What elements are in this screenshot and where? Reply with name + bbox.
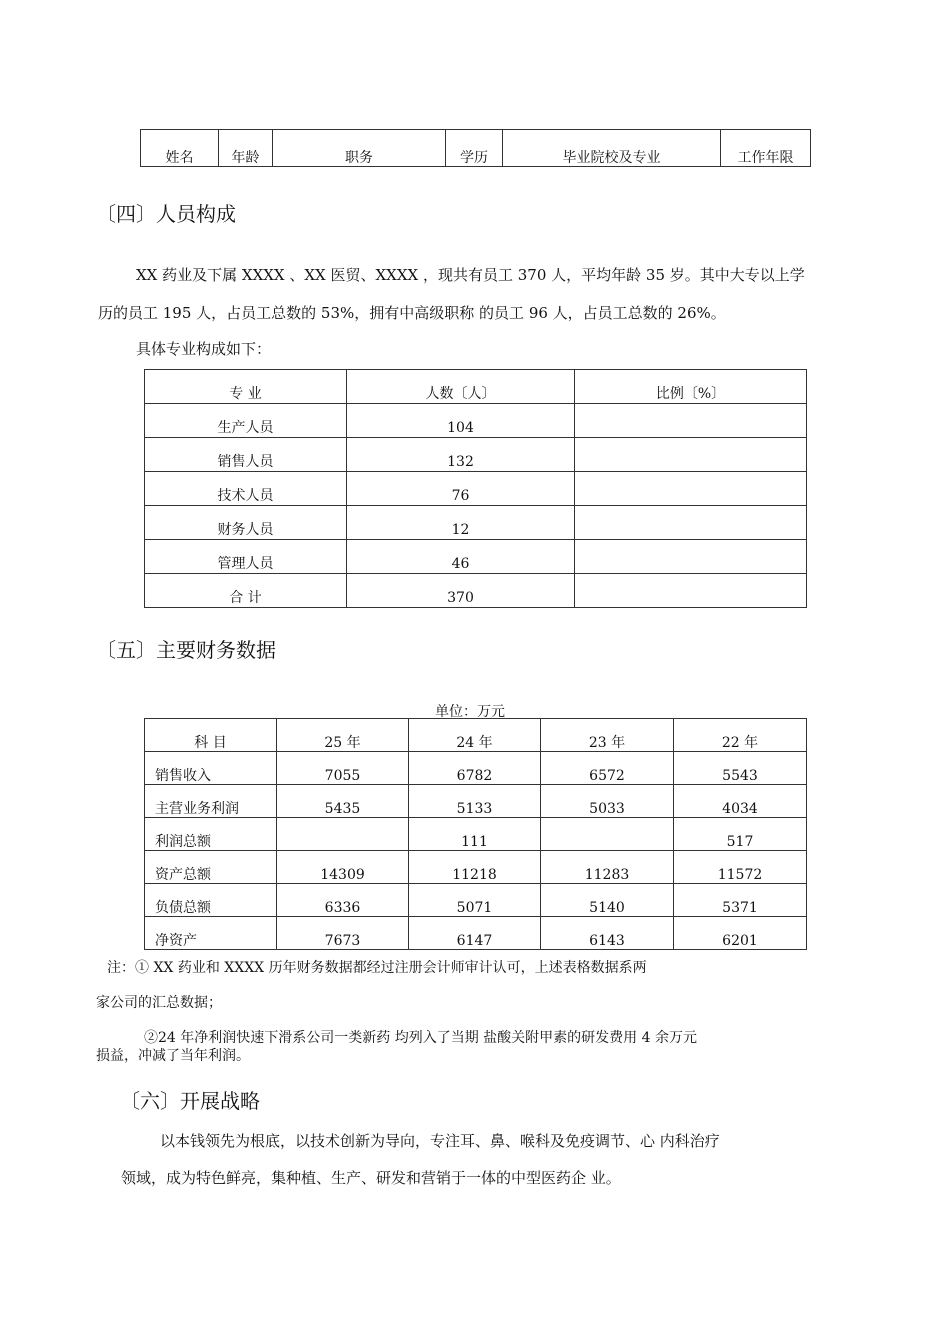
table-cell: 销售人员 [145,438,347,472]
table-row [145,370,807,404]
table-cell: 合 计 [145,574,347,608]
table-cell [575,472,807,506]
table-cell: 财务人员 [145,506,347,540]
header-cell: 比例〔%〕 [575,370,807,404]
table-cell: 11218 [409,851,541,884]
table-row [145,719,807,752]
profession-table [144,369,807,608]
header-cell: 人数〔人〕 [347,370,575,404]
header-cell: 毕业院校及专业 [503,130,721,167]
finance-table [144,718,807,950]
table-cell: 5133 [409,785,541,818]
table-cell [575,438,807,472]
table-cell: 7673 [277,917,409,950]
section-heading: 〔四〕人员构成 [96,202,236,226]
table-row [145,404,807,438]
table-row [145,506,807,540]
table-cell: 46 [347,540,575,574]
table-cell: 技术人员 [145,472,347,506]
table-cell: 5371 [674,884,807,917]
table-cell: 5033 [541,785,674,818]
table-cell: 11283 [541,851,674,884]
table-cell: 132 [347,438,575,472]
table-cell: 6147 [409,917,541,950]
note-line: 损益，冲减了当年利润。 [96,1048,250,1064]
section-heading: 〔五〕主要财务数据 [96,638,276,662]
note-line: ②24 年净利润快速下滑系公司一类新药 均列入了当期 盐酸关附甲素的研发费用 4 余万元 [144,1030,697,1046]
table-cell: 517 [674,818,807,851]
table-cell: 管理人员 [145,540,347,574]
header-cell: 23 年 [541,719,674,752]
table-row [145,818,807,851]
table-cell: 111 [409,818,541,851]
header-cell: 工作年限 [721,130,811,167]
table-row [145,785,807,818]
table-cell: 76 [347,472,575,506]
table-cell: 5543 [674,752,807,785]
table-cell: 6782 [409,752,541,785]
header-cell: 22 年 [674,719,807,752]
table-cell: 4034 [674,785,807,818]
paragraph-line: 领域，成为特色鲜亮，集种植、生产、研发和营销于一体的中型医药企 业。 [121,1169,621,1187]
header-cell: 24 年 [409,719,541,752]
row-label: 资产总额 [145,851,277,884]
table-cell: 5140 [541,884,674,917]
table-cell: 6143 [541,917,674,950]
table-row [145,472,807,506]
header-cell: 25 年 [277,719,409,752]
staff-table [140,129,811,167]
table-cell: 14309 [277,851,409,884]
table-cell: 104 [347,404,575,438]
table-row [145,917,807,950]
table-cell: 6201 [674,917,807,950]
table-cell [575,540,807,574]
table-cell: 11572 [674,851,807,884]
table-row [145,574,807,608]
table-cell: 6336 [277,884,409,917]
row-label: 负债总额 [145,884,277,917]
table-row [145,851,807,884]
table-row [145,884,807,917]
row-label: 主营业务利润 [145,785,277,818]
table-cell: 7055 [277,752,409,785]
paragraph-line: 历的员工 195 人，占员工总数的 53%，拥有中高级职称 的员工 96 人，占员工总数的 26%。 [98,304,726,322]
table-cell [575,506,807,540]
header-cell: 学历 [446,130,503,167]
header-cell: 科 目 [145,719,277,752]
header-cell: 姓名 [141,130,219,167]
header-cell: 专 业 [145,370,347,404]
table-row [141,130,811,167]
header-cell: 职务 [273,130,446,167]
table-cell: 370 [347,574,575,608]
table-cell [575,404,807,438]
table-row [145,540,807,574]
paragraph-line: 以本钱领先为根底，以技术创新为导向，专注耳、鼻、喉科及免疫调节、心 内科治疗 [160,1132,720,1150]
note-line: 注：① XX 药业和 XXXX 历年财务数据都经过注册会计师审计认可，上述表格数据系两 [107,960,647,976]
table-cell: 5435 [277,785,409,818]
row-label: 销售收入 [145,752,277,785]
unit-label: 单位：万元 [435,704,505,720]
row-label: 利润总额 [145,818,277,851]
table-row [145,752,807,785]
section-heading: 〔六〕开展战略 [120,1089,260,1113]
note-line: 家公司的汇总数据； [96,995,222,1011]
table-row [145,438,807,472]
table-cell: 5071 [409,884,541,917]
table-cell: 生产人员 [145,404,347,438]
row-label: 净资产 [145,917,277,950]
paragraph-line: XX 药业及下属 XXXX 、XX 医贸、XXXX ，现共有员工 370 人，平均年龄 35 岁。其中大专以上学 [136,266,805,284]
table-cell [277,818,409,851]
table-cell: 6572 [541,752,674,785]
table-cell [575,574,807,608]
table-cell: 12 [347,506,575,540]
table-cell [541,818,674,851]
table-intro: 具体专业构成如下： [136,340,272,358]
header-cell: 年龄 [219,130,273,167]
